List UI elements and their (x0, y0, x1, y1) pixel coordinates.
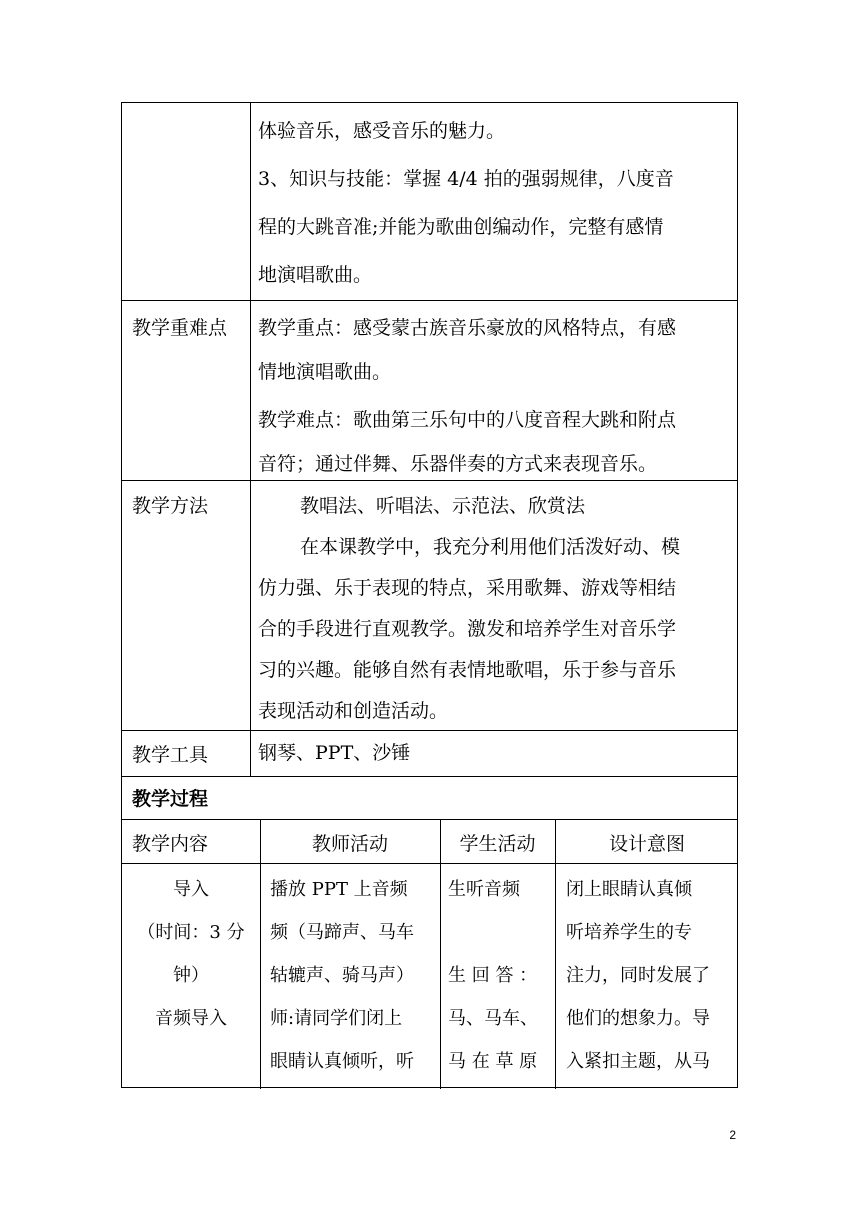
intro-intent-line: 听培养学生的专 (566, 922, 692, 943)
intro-teacher-line: 频（马蹄声、马车 (270, 922, 414, 943)
methods-line: 表现活动和创造活动。 (258, 700, 449, 722)
methods-label: 教学方法 (132, 495, 209, 517)
header-intent: 设计意图 (608, 833, 685, 855)
row-divider (122, 776, 737, 777)
tools-label: 教学工具 (132, 744, 209, 766)
label-column-divider (250, 103, 251, 776)
intro-student-line: 马 在 草 原 (448, 1051, 538, 1072)
intro-intent-line: 闭上眼睛认真倾 (566, 879, 692, 900)
intro-content-line: 导入 (173, 879, 209, 900)
intro-teacher-line: 眼睛认真倾听，听 (270, 1051, 414, 1072)
objectives-line: 程的大跳音准;并能为歌曲创编动作，完整有感情 (258, 216, 664, 238)
header-content: 教学内容 (132, 833, 209, 855)
key-points-line: 音符；通过伴舞、乐器伴奏的方式来表现音乐。 (258, 453, 658, 475)
lesson-plan-table (121, 102, 738, 1088)
intro-student-line: 生听音频 (448, 879, 520, 900)
intro-teacher-line: 师:请同学们闭上 (270, 1008, 403, 1029)
row-divider (122, 819, 737, 820)
intro-teacher-line: 播放 PPT 上音频 (270, 879, 408, 900)
methods-line: 教唱法、听唱法、示范法、欣赏法 (300, 495, 586, 517)
tools-value: 钢琴、PPT、沙锤 (258, 742, 411, 764)
intro-intent-cell (566, 868, 734, 1083)
intro-content-line: 音频导入 (155, 1008, 227, 1029)
objectives-line: 3、知识与技能：掌握 4/4 拍的强弱规律，八度音 (258, 168, 674, 190)
intro-student-cell (448, 868, 552, 1083)
key-points-line: 教学重点：感受蒙古族音乐豪放的风格特点，有感 (258, 317, 677, 339)
methods-line: 仿力强、乐于表现的特点，采用歌舞、游戏等相结 (258, 577, 677, 599)
key-points-text (258, 308, 730, 484)
intro-student-line: 马、马车、 (448, 1008, 538, 1029)
methods-line: 在本课教学中，我充分利用他们活泼好动、模 (300, 536, 681, 558)
objectives-text (258, 111, 730, 295)
header-teacher: 教师活动 (311, 833, 388, 855)
key-points-line: 教学难点：歌曲第三乐句中的八度音程大跳和附点 (258, 409, 677, 431)
methods-line: 合的手段进行直观教学。激发和培养学生对音乐学 (258, 618, 677, 640)
page-number: 2 (729, 1128, 736, 1142)
intro-content-line: （时间：3 分 (137, 922, 245, 943)
intro-content-line: 钟） (173, 965, 209, 986)
intro-intent-line: 他们的想象力。导 (566, 1008, 710, 1029)
methods-line: 习的兴趣。能够自然有表情地歌唱，乐于参与音乐 (258, 659, 677, 681)
intro-intent-line: 注力，同时发展了 (566, 965, 710, 986)
intro-teacher-line: 轱辘声、骑马声） (270, 965, 414, 986)
intro-student-line: 生 回 答 ： (448, 965, 538, 986)
process-title: 教学过程 (132, 788, 209, 810)
objectives-line: 体验音乐，感受音乐的魅力。 (258, 120, 506, 142)
row-divider (122, 300, 737, 301)
intro-content-cell (122, 868, 260, 1040)
header-student: 学生活动 (459, 833, 536, 855)
objectives-line: 地演唱歌曲。 (258, 264, 373, 286)
intro-teacher-cell (270, 868, 436, 1083)
intro-student-spacer (448, 911, 552, 954)
methods-text (258, 486, 730, 731)
key-points-label: 教学重难点 (132, 317, 228, 339)
intro-intent-line: 入紧扣主题，从马 (566, 1051, 710, 1072)
key-points-line: 情地演唱歌曲。 (258, 361, 392, 383)
